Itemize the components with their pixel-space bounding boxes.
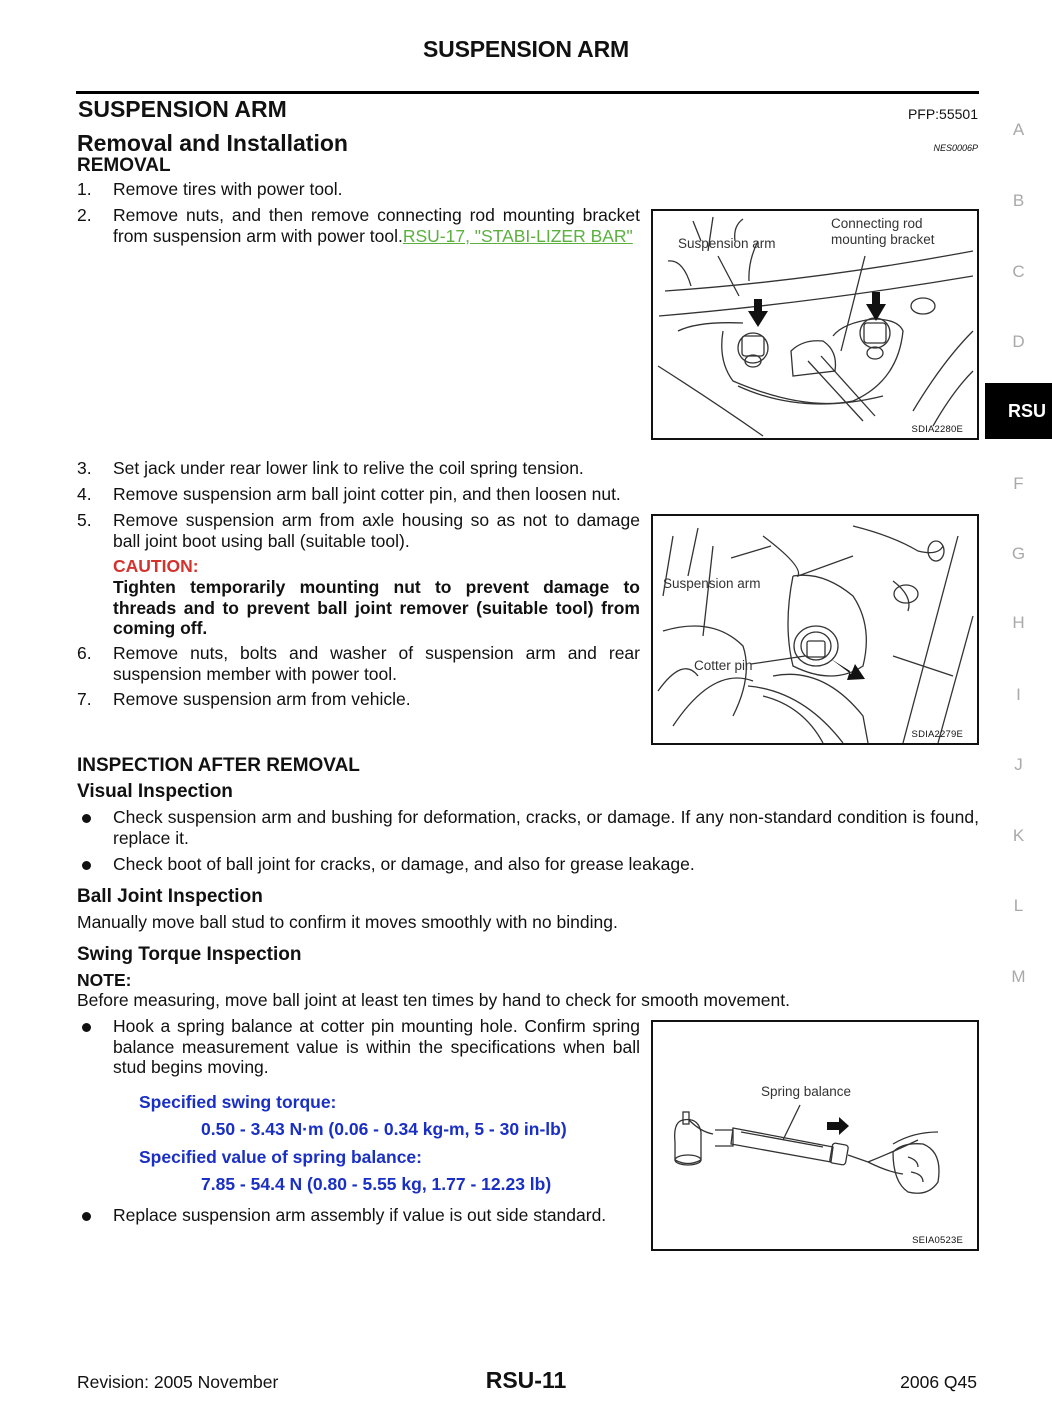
step-text: Remove suspension arm from axle housing so as not to damage ball joint boot using ball (suitable tool). <box>113 510 640 551</box>
side-tab-a[interactable]: A <box>1012 120 1025 139</box>
figure-code: SEIA0523E <box>912 1235 963 1246</box>
side-tab-j[interactable]: J <box>1014 755 1023 774</box>
side-tab-h[interactable]: H <box>1012 613 1025 632</box>
step-number: 3. <box>77 458 92 478</box>
side-tab-m[interactable]: M <box>1011 967 1026 986</box>
bullet-text: Replace suspension arm assembly if value is out side standard. <box>113 1205 607 1225</box>
bullet-text: Hook a spring balance at cotter pin mounting hole. Confirm spring balance measurement value is within the specifications when ball stud begins moving. <box>113 1016 640 1077</box>
step-text: Remove suspension arm from vehicle. <box>113 689 411 709</box>
caution-text: Tighten temporarily mounting nut to prevent damage to threads and to prevent ball joint remover (suitable tool) from coming off. <box>113 577 640 638</box>
spec-swing-torque-value: 0.50 - 3.43 N·m (0.06 - 0.34 kg-m, 5 - 30 in-lb) <box>201 1119 567 1139</box>
step-number: 4. <box>77 484 92 504</box>
side-tab-b[interactable]: B <box>1012 191 1025 210</box>
footer-revision: Revision: 2005 November <box>77 1372 279 1392</box>
note-label: NOTE: <box>77 970 132 990</box>
side-tab-i[interactable]: I <box>1016 685 1021 704</box>
removal-heading: REMOVAL <box>77 155 171 176</box>
inspection-heading: INSPECTION AFTER REMOVAL <box>77 755 360 776</box>
ball-joint-text: Manually move ball stud to confirm it moves smoothly with no binding. <box>77 912 618 932</box>
note-text: Before measuring, move ball joint at least ten times by hand to check for smooth movement. <box>77 990 790 1010</box>
caution-label: CAUTION: <box>113 556 199 576</box>
ball-joint-heading: Ball Joint Inspection <box>77 886 263 907</box>
step-number: 6. <box>77 643 92 663</box>
side-tab-c[interactable]: C <box>1012 262 1025 281</box>
bullet-icon <box>82 1212 91 1221</box>
figure-cotter-pin <box>651 514 979 745</box>
side-tab-g[interactable]: G <box>1011 544 1026 563</box>
spec-swing-torque-label: Specified swing torque: <box>139 1092 337 1112</box>
spec-spring-balance-label: Specified value of spring balance: <box>139 1147 422 1167</box>
label-suspension-arm: Suspension arm <box>678 236 776 251</box>
figure-code: SDIA2280E <box>911 424 963 435</box>
step-text: Set jack under rear lower link to relive the coil spring tension. <box>113 458 584 478</box>
illustration-spring-balance <box>653 1022 977 1249</box>
step-text-body: Remove nuts, and then remove connecting rod mounting bracket from suspension arm with power tool. <box>113 205 640 246</box>
figure-code: SDIA2279E <box>911 729 963 740</box>
bullet-text: Check suspension arm and bushing for deformation, cracks, or damage. If any non-standard condition is found, replace it. <box>113 807 979 848</box>
step-number: 7. <box>77 689 92 709</box>
step-text <box>113 205 640 246</box>
figure-spring-balance <box>651 1020 979 1251</box>
side-tab-k[interactable]: K <box>1012 826 1025 845</box>
side-tab-l[interactable]: L <box>1013 896 1024 915</box>
label-suspension-arm: Suspension arm <box>663 576 761 591</box>
spec-spring-balance-value: 7.85 - 54.4 N (0.80 - 5.55 kg, 1.77 - 12.23 lb) <box>201 1174 552 1194</box>
step-number: 5. <box>77 510 92 530</box>
step-number: 2. <box>77 205 92 225</box>
stabilizer-bar-link[interactable]: RSU-17, "STABI-LIZER BAR" <box>402 225 633 246</box>
side-tab-d[interactable]: D <box>1012 332 1025 351</box>
bullet-icon <box>82 1023 91 1032</box>
footer-page-number: RSU-11 <box>485 1367 567 1393</box>
step-text: Remove tires with power tool. <box>113 179 343 199</box>
doc-code: NES0006P <box>933 143 978 153</box>
bullet-icon <box>82 814 91 823</box>
figure-connecting-rod-bracket <box>651 209 979 440</box>
footer-model: 2006 Q45 <box>900 1372 977 1392</box>
swing-torque-heading: Swing Torque Inspection <box>77 944 302 965</box>
label-spring-balance: Spring balance <box>761 1084 852 1099</box>
visual-inspection-heading: Visual Inspection <box>77 781 233 802</box>
label-connecting-rod-bracket: Connecting rod mounting bracket <box>831 216 935 247</box>
bullet-text: Check boot of ball joint for cracks, or damage, and also for grease leakage. <box>113 854 695 874</box>
step-text: Remove suspension arm ball joint cotter pin, and then loosen nut. <box>113 484 621 504</box>
label-cotter-pin: Cotter pin <box>694 658 753 673</box>
bullet-icon <box>82 861 91 870</box>
subsection-title: Removal and Installation <box>77 130 348 156</box>
section-divider <box>76 91 979 94</box>
illustration-ball-joint <box>653 516 977 743</box>
side-tab-f[interactable]: F <box>1013 474 1024 493</box>
pfp-code: PFP:55501 <box>907 106 978 122</box>
step-number: 1. <box>77 179 92 199</box>
side-tab-rsu-active[interactable]: RSU <box>985 383 1052 439</box>
running-header-title: SUSPENSION ARM <box>423 36 629 62</box>
step-text: Remove nuts, bolts and washer of suspension arm and rear suspension member with power tool. <box>113 643 640 684</box>
section-title: SUSPENSION ARM <box>78 96 287 122</box>
